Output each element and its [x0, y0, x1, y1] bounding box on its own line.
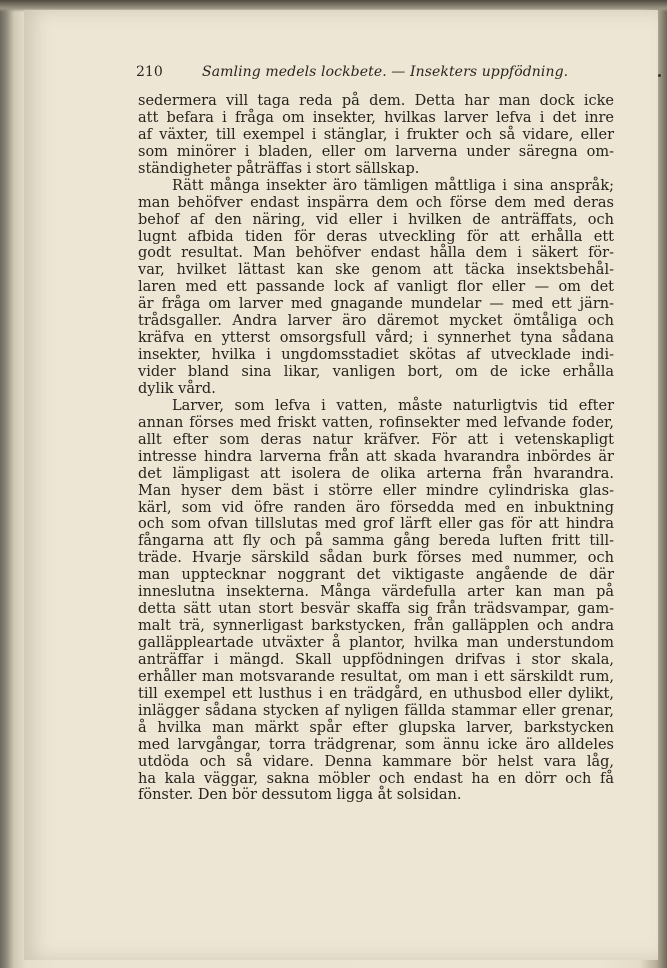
text-line: är fråga om larver med gnagande mundelar — med ett järn- [138, 296, 614, 313]
text-line: sedermera vill taga reda på dem. Detta har man dock icke [138, 93, 614, 109]
text-line: galläppleartade utväxter å plantor, hvilka man understundom [138, 635, 614, 651]
text-line: trådsgaller. Andra larver äro däremot mycket ömtåliga och [138, 313, 614, 330]
text-line: inlägger sådana stycken af nyligen fällda stammar eller grenar, [138, 702, 614, 719]
text-line: Rätt många insekter äro tämligen måttliga i sina anspråk; [172, 177, 614, 194]
text-line: ständigheter påträffas i stort sällskap. [138, 160, 420, 177]
text-line: man upptecknar noggrant det viktigaste angående de där [138, 567, 614, 584]
page-header [136, 64, 616, 86]
margin-speck [658, 74, 661, 77]
text-line: allt efter som deras natur kräfver. För att i vetenskapligt [138, 431, 614, 448]
text-line: detta sätt utan stort besvär skaffa sig från trädsvampar, gam- [138, 601, 614, 618]
text-line: till exempel ett lusthus i en trädgård, en uthusbod eller dylikt, [138, 685, 614, 702]
text-line: anträffar i mängd. Skall uppfödningen drifvas i stor skala, [138, 651, 614, 668]
text-line: godt resultat. Man behöfver endast hålla dem i säkert för- [138, 245, 614, 262]
text-line: träde. Hvarje särskild sådan burk förses med nummer, och [138, 550, 614, 567]
running-title: Samling medels lockbete. — Insekters uppfödning. [202, 64, 569, 80]
text-line: som minörer i bladen, eller om larverna under säregna om- [138, 143, 614, 160]
text-line: vider bland sina likar, vanligen bort, om de icke erhålla [138, 364, 614, 380]
text-line: å hvilka man märkt spår efter glupska larver, barkstycken [138, 719, 614, 736]
text-line: fångarna att fly och på samma gång bereda luften fritt till- [138, 533, 614, 550]
text-line: behof af den näring, vid eller i hvilken de anträffats, och [138, 211, 614, 228]
text-line: med larvgångar, torra trädgrenar, som ännu icke äro alldeles [138, 736, 614, 753]
text-line: intresse hindra larverna från att skada hvarandra inbördes är [138, 448, 614, 465]
text-line: erhåller man motsvarande resultat, om man i ett särskildt rum, [138, 668, 614, 685]
text-line: lugnt afbida tiden för deras utveckling för att erhålla ett [138, 228, 614, 245]
text-line: ha kala väggar, sakna möbler och endast ha en dörr och få [138, 770, 614, 787]
text-line: kärl, som vid öfre randen äro försedda med en inbuktning [138, 499, 614, 516]
text-line: insekter, hvilka i ungdomsstadiet skötas af utvecklade indi- [138, 347, 614, 364]
text-line: att befara i fråga om insekter, hvilkas larver lefva i det inre [138, 109, 614, 126]
text-line: Man hyser dem bäst i större eller mindre cylindriska glas- [138, 482, 614, 499]
text-line: och som ofvan tillslutas med grof lärft eller gas för att hindra [138, 516, 614, 533]
text-line: man behöfver endast inspärra dem och förse dem med deras [138, 194, 614, 211]
text-line: det lämpligast att isolera de olika arterna från hvarandra. [138, 465, 614, 482]
text-line: Larver, som lefva i vatten, måste naturligtvis tid efter [172, 397, 614, 414]
text-line: laren med ett passande lock af vanligt flor eller — om det [138, 279, 614, 296]
text-line: malt trä, synnerligast barkstycken, från galläpplen och andra [138, 618, 614, 635]
text-line: af växter, till exempel i stänglar, i frukter och så vidare, eller [138, 126, 614, 143]
body-text [138, 93, 614, 804]
page-number: 210 [136, 64, 163, 80]
text-line: kräfva en ytterst omsorgsfull vård; i synnerhet tyna sådana [138, 330, 614, 347]
text-line: annan förses med friskt vatten, rofinsekter med lefvande foder, [138, 414, 614, 431]
text-line: inneslutna insekterna. Många värdefulla arter kan man på [138, 584, 614, 601]
text-line: utdöda och så vidare. Denna kammare bör helst vara låg, [138, 753, 614, 770]
text-line: fönster. Den bör dessutom ligga åt solsidan. [138, 787, 462, 804]
text-line: dylik vård. [138, 380, 216, 397]
text-line: var, hvilket lättast kan ske genom att täcka insektsbehål- [138, 262, 614, 279]
